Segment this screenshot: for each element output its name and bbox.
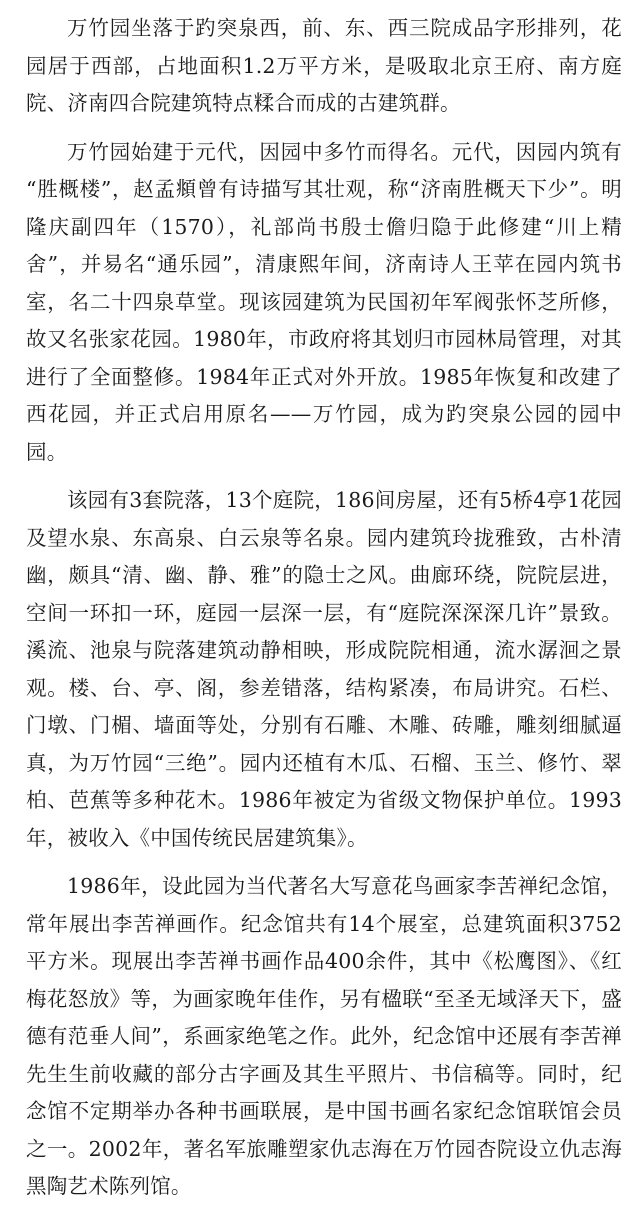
paragraph-1: 万竹园坐落于趵突泉西，前、东、西三院成品字形排列，花园居于西部，占地面积1.2万平方米，是吸取北京王府、南方庭院、济南四合院建筑特点糅合而成的古建筑群。 — [26, 16, 622, 115]
paragraph-2: 万竹园始建于元代，因园中多竹而得名。元代，因园内筑有 “胜概楼”，赵孟頫曾有诗描写其壮观，称“济南胜概天下少”。明隆庆副四年（1570），礼部尚书殷士儋归隐于此修建“川上精舍”，并易名“通乐园”，清康熙年间，济南诗人王苹在园内筑书室，名二十四泉草堂。现该园建筑为民国初年军阀张怀芝所修，故又名张家花园。1980年，市政府将其划归市园林局管理，对其进行了全面整修。1984年正式对外开放。1985年恢复和改建了西花园，并正式启用原名——万竹园，成为趵突泉公园的园中园。 — [26, 139, 622, 464]
paragraph-3: 该园有3套院落，13个庭院，186间房屋，还有5桥4亭1花园及望水泉、东高泉、白云泉等名泉。园内建筑玲拢雅致，古朴清幽，颇具“清、幽、静、雅”的隐士之风。曲廊环绕，院院层进，空间一环扣一环，庭园一层深一层，有“庭院深深深几许”景致。溪流、池泉与院落建筑动静相映，形成院院相通，流水潺洄之景观。楼、台、亭、阁，参差错落，结构紧凑，布局讲究。石栏、门墩、门楣、墙面等处，分别有石雕、木雕、砖雕，雕刻细腻逼真，为万竹园“三绝”。园内还植有木瓜、石榴、玉兰、修竹、翠柏、芭蕉等多种花木。1986年被定为省级文物保护单位。1993年，被收入《中国传统民居建筑集》。 — [26, 488, 622, 850]
paragraph-4: 1986年，设此园为当代著名大写意花鸟画家李苦禅纪念馆，常年展出李苦禅画作。纪念馆共有14个展室，总建筑面积3752平方米。现展出李苦禅书画作品400余件，其中《松鹰图》、《红梅花怒放》等，为画家晚年佳作，另有楹联“至圣无域泽天下，盛德有范垂人间”，系画家绝笔之作。此外，纪念馆中还展有李苦禅先生生前收藏的部分古字画及其生平照片、书信稿等。同时，纪念馆不定期举办各种书画联展，是中国书画名家纪念馆联馆会员之一。2002年，著名军旅雕塑家仇志海在万竹园杏院设立仇志海黑陶艺术陈列馆。 — [26, 874, 622, 1198]
